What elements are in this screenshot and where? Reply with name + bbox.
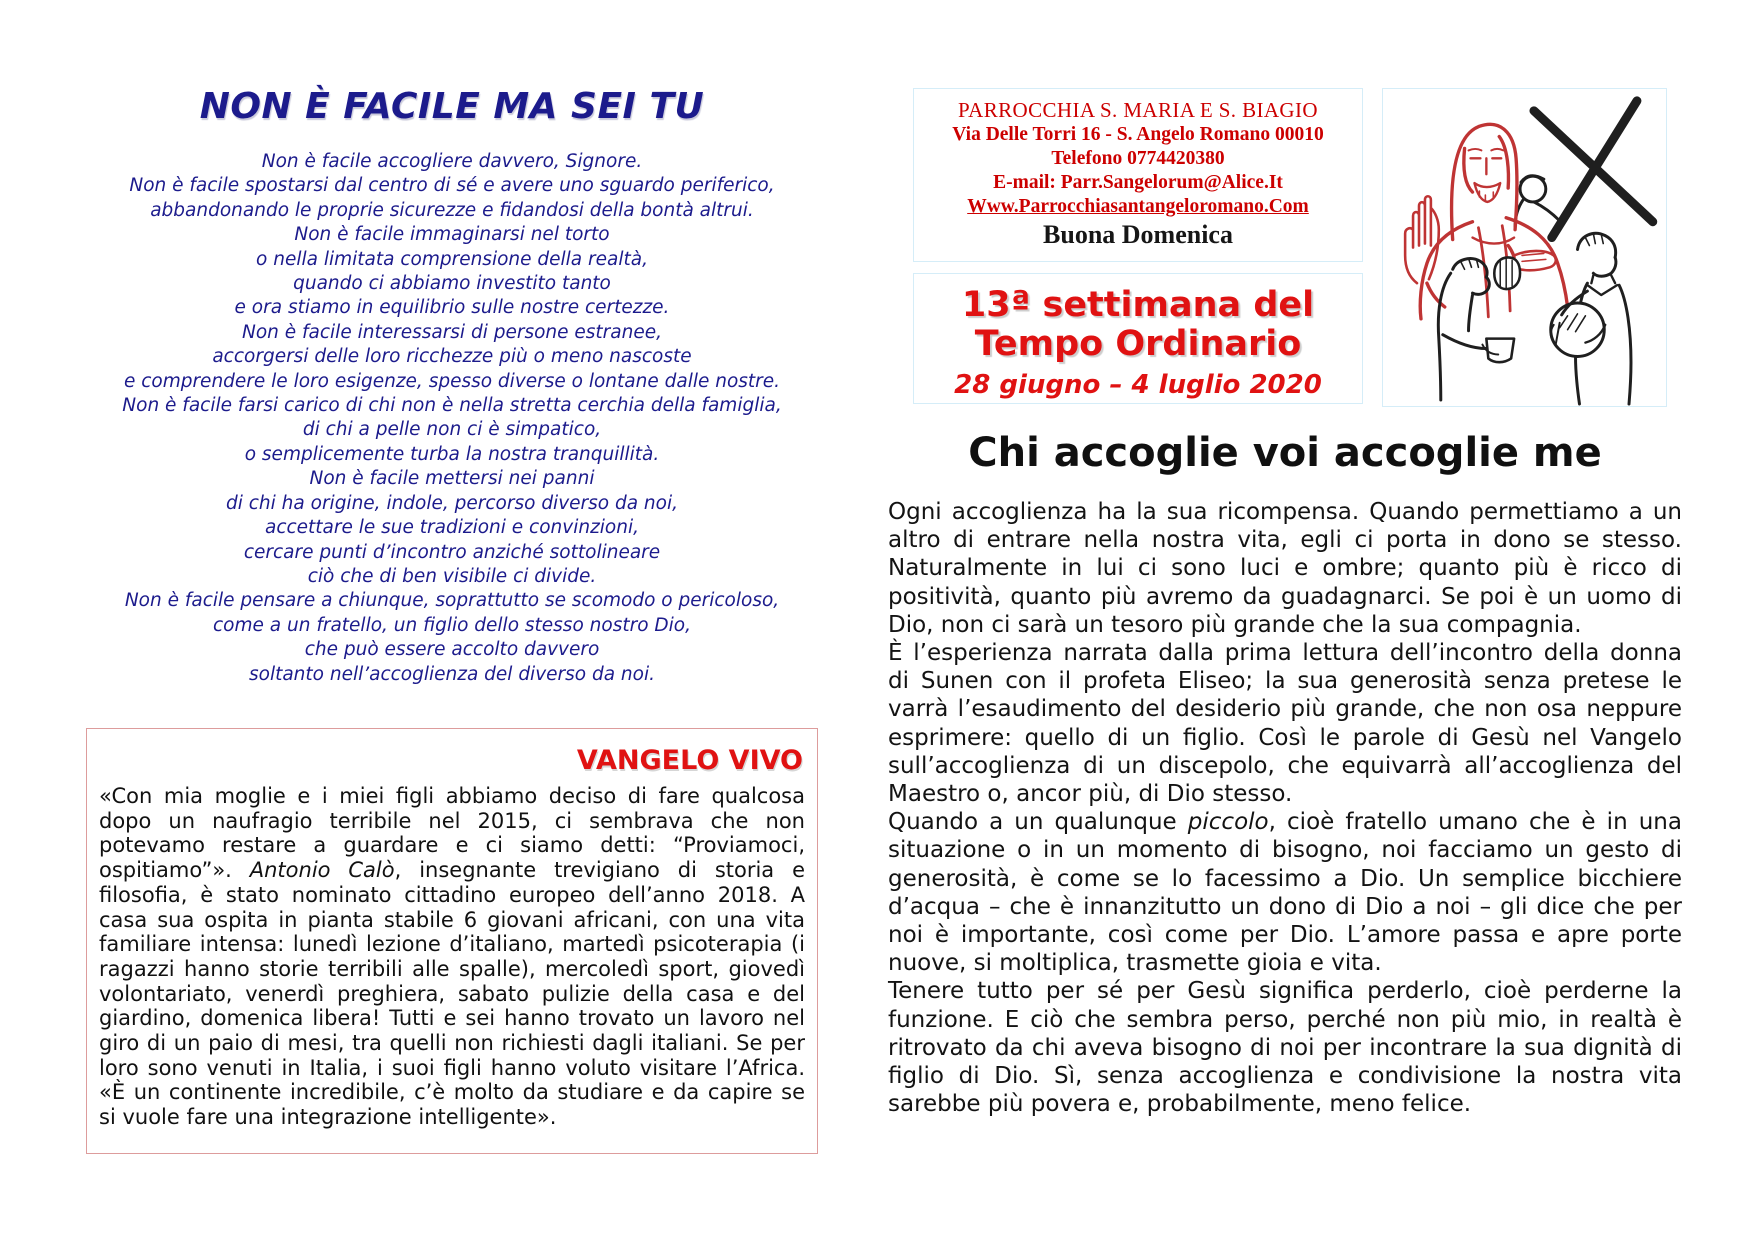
article-italic-word: piccolo [1187, 809, 1269, 836]
poem [56, 150, 848, 687]
poem-line: quando ci abbiamo investito tanto [293, 273, 611, 295]
poem-line: abbandonando le proprie sicurezze e fidandosi della bontà altrui. [150, 199, 754, 221]
article-body [888, 498, 1682, 1118]
poem-line: come a un fratello, un figlio dello stesso nostro Dio, [213, 614, 691, 636]
poem-title: NON È FACILE MA SEI TU [199, 86, 705, 127]
article-title: Chi accoglie voi accoglie me [968, 430, 1602, 476]
vangelo-vivo-text [99, 784, 805, 1130]
poem-line: cercare punti d’incontro anziché sottolineare [243, 541, 661, 563]
poem-line: accettare le sue tradizioni e convinzioni, [264, 517, 639, 539]
article-text-segment: , cioè fratello umano che è in una situazione o in un momento di bisogno, noi facciamo un gesto di generosità, è come se lo facessimo a Dio. Un semplice bicchiere d’acqua – che è innanzitutto un dono di Dio a noi – gli dice che per noi è importante, così come per Dio. L’amore passa e apre porte nuove, si moltiplica, trasmette gioia e vita. [888, 809, 1682, 977]
poem-line: soltanto nell’accoglienza del diverso da noi. [248, 663, 655, 685]
poem-line: Non è facile mettersi nei panni [309, 468, 595, 490]
illustration-frame [1382, 88, 1667, 407]
article-paragraph [888, 808, 1682, 977]
vangelo-text-segment: «Con mia moglie e i miei figli abbiamo deciso di fare qualcosa dopo un naufragio terribile nel 2015, ci sembrava che non potevamo restare a guardare e ci siamo detti: “Proviamoci, ospitiamo”». [99, 784, 805, 883]
poem-line: Non è facile farsi carico di chi non è nella stretta cerchia della famiglia, [122, 395, 782, 417]
parish-website-link[interactable]: Www.Parrocchiasantangeloromano.Com [967, 195, 1309, 217]
article-paragraph: Ogni accoglienza ha la sua ricompensa. Quando permettiamo a un altro di entrare nella nostra vita, egli ci porta in dono se stesso. Naturalmente in lui ci sono luci e ombre; quanto più è ricco di positività, quanto più avremo da guadagnarci. Se poi è un uomo di Dio, non ci sarà un tesoro più grande che la sua compagnia. [888, 499, 1682, 638]
poem-line: Non è facile immaginarsi nel torto [294, 224, 610, 246]
poem-line: e ora stiamo in equilibrio sulle nostre certezze. [234, 297, 670, 319]
parish-email: E-mail: Parr.Sangelorum@Alice.It [993, 171, 1283, 193]
vangelo-vivo-box [86, 728, 818, 1154]
poem-line: di chi ha origine, indole, percorso diverso da noi, [226, 492, 678, 514]
parish-greeting: Buona Domenica [1043, 220, 1233, 250]
poem-line: ciò che di ben visibile ci divide. [307, 565, 597, 587]
poem-line: Non è facile accogliere davvero, Signore. [261, 151, 643, 172]
week-title [914, 274, 1362, 363]
article-paragraph: Tenere tutto per sé per Gesù significa perderlo, cioè perderne la funzione. E ciò che sembra perso, perché non più mio, in realtà è ritrovato da chi aveva bisogno di noi per incontrare la sua dignità di figlio di Dio. Sì, senza accoglienza e condivisione la nostra vita sarebbe più povera e, probabilmente, meno felice. [888, 978, 1682, 1118]
parish-phone: Telefono 0774420380 [1051, 147, 1225, 169]
week-dates: 28 giugno – 4 luglio 2020 [954, 370, 1322, 400]
poem-line: e comprendere le loro esigenze, spesso diverse o lontane dalle nostre. [123, 370, 781, 392]
vangelo-author-name: Antonio Calò [249, 858, 395, 883]
week-title-line1: 13ª settimana del [961, 285, 1315, 325]
week-title-line2: Tempo Ordinario [974, 323, 1302, 364]
poem-line: Non è facile interessarsi di persone estranee, [242, 321, 662, 343]
vangelo-vivo-heading: VANGELO VIVO [576, 745, 803, 776]
parish-info-box [913, 88, 1363, 262]
vangelo-text-segment: , insegnante trevigiano di storia e filosofia, è stato nominato cittadino europeo dell’anno 2018. A casa sua ospita in pianta stabile 6 giovani africani, con una vita familiare intensa: lunedì lezione d’italiano, martedì psicoterapia (i ragazzi hanno storie terribili alle spalle), mercoledì sport, giovedì volontariato, venerdì preghiera, sabato pulizie della casa e del giardino, domenica libera! Tutti e sei hanno trovato un lavoro nel giro di un paio di mesi, tra quelli non richiesti dagli italiani. Se per loro sono venuti in Italia, i suoi figli hanno voluto visitare l’Africa. «È un continente incredibile, c’è molto da studiare e da capire se si vuole fare una integrazione intelligente». [99, 858, 805, 1130]
poem-line: accorgersi delle loro ricchezze più o meno nascoste [212, 346, 692, 368]
liturgical-week-box [913, 273, 1363, 404]
article-paragraph: È l’esperienza narrata dalla prima lettura dell’incontro della donna di Sunen con il profeta Eliseo; la sua generosità senza pretese le varrà l’esaudimento del desiderio più grande, che non osa neppure esprimere: quello di un figlio. Così le parole di Gesù nel Vangelo sull’accoglienza di un discepolo, che equivarrà all’accoglienza del Maestro o, ancor più, di Dio stesso. [888, 640, 1682, 808]
poem-line: Non è facile pensare a chiunque, soprattutto se scomodo o pericoloso, [124, 590, 780, 612]
poem-line: o semplicemente turba la nostra tranquillità. [244, 443, 660, 465]
parish-address: Via Delle Torri 16 - S. Angelo Romano 00010 [952, 124, 1324, 146]
jesus-welcome-illustration [1383, 89, 1666, 406]
article-text-segment: Quando a un qualunque [888, 809, 1188, 836]
poem-line: che può essere accolto davvero [304, 639, 600, 661]
poem-line: Non è facile spostarsi dal centro di sé e avere uno sguardo periferico, [129, 175, 775, 197]
poem-line: o nella limitata comprensione della realtà, [256, 248, 648, 270]
poem-line: di chi a pelle non ci è simpatico, [302, 419, 602, 441]
parish-name: PARROCCHIA S. MARIA E S. BIAGIO [958, 98, 1318, 122]
